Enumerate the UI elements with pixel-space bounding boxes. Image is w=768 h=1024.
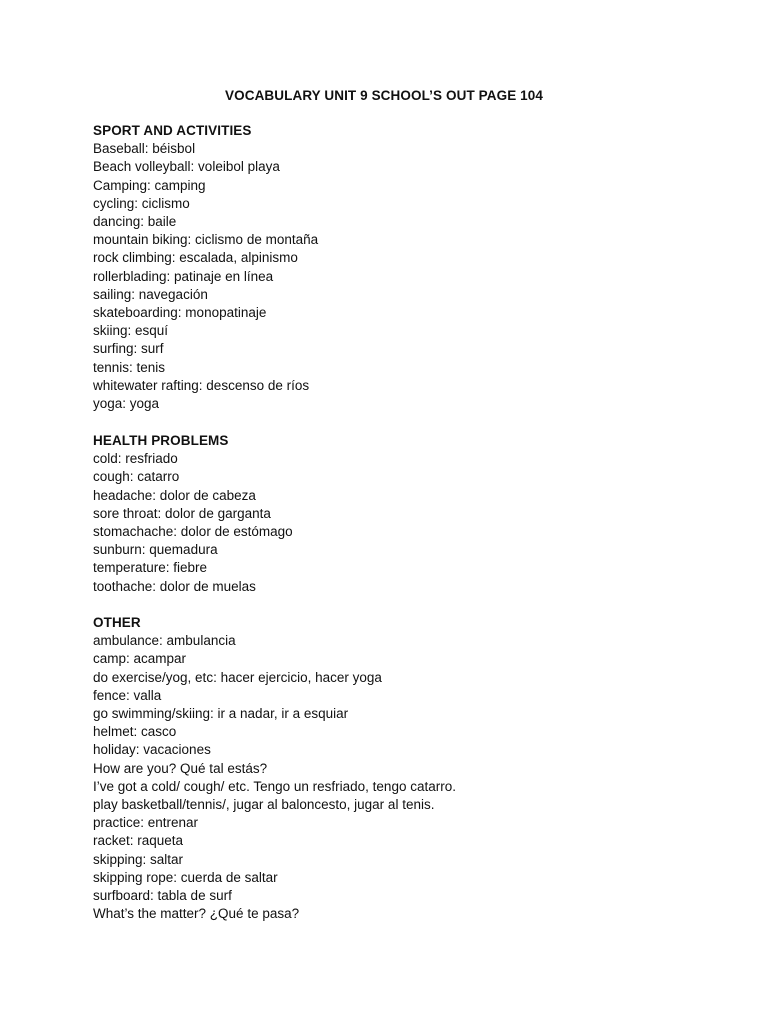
vocabulary-entry: sailing: navegación [93,286,208,302]
vocabulary-entry: skipping rope: cuerda de saltar [93,869,278,885]
vocabulary-entry: rollerblading: patinaje en línea [93,268,274,284]
vocabulary-entry: sunburn: quemadura [93,542,218,558]
vocabulary-list [93,450,693,596]
section-sport-and-activities [93,122,693,413]
vocabulary-entry: dancing: baile [93,214,177,230]
vocabulary-entry: What’s the matter? ¿Qué te pasa? [93,906,300,922]
vocabulary-entry: sore throat: dolor de garganta [93,505,271,521]
section-heading: SPORT AND ACTIVITIES [93,123,252,138]
vocabulary-entry: go swimming/skiing: ir a nadar, ir a esquiar [93,706,349,722]
vocabulary-entry: Camping: camping [93,177,206,193]
vocabulary-entry: Beach volleyball: voleibol playa [93,159,280,175]
vocabulary-list [93,140,693,413]
vocabulary-entry: temperature: fiebre [93,560,208,576]
vocabulary-entry: play basketball/tennis/, jugar al baloncesto, jugar al tenis. [93,797,435,813]
vocabulary-list [93,632,693,923]
vocabulary-entry: skipping: saltar [93,851,184,867]
vocabulary-entry: practice: entrenar [93,815,199,831]
vocabulary-entry: rock climbing: escalada, alpinismo [93,250,298,266]
document-title: VOCABULARY UNIT 9 SCHOOL’S OUT PAGE 104 [225,88,543,103]
vocabulary-entry: tennis: tenis [93,359,166,375]
section-heading: OTHER [93,615,141,630]
vocabulary-entry: mountain biking: ciclismo de montaña [93,232,319,248]
vocabulary-entry: skateboarding: monopatinaje [93,305,267,321]
vocabulary-entry: Baseball: béisbol [93,141,196,157]
vocabulary-entry: surfing: surf [93,341,164,357]
section-other [93,614,693,923]
vocabulary-entry: How are you? Qué tal estás? [93,760,268,776]
vocabulary-entry: toothache: dolor de muelas [93,578,256,594]
vocabulary-entry: I’ve got a cold/ cough/ etc. Tengo un resfriado, tengo catarro. [93,778,456,794]
section-health-problems [93,432,693,596]
vocabulary-entry: cough: catarro [93,469,180,485]
vocabulary-entry: cold: resfriado [93,451,178,467]
vocabulary-entry: camp: acampar [93,651,187,667]
section-heading: HEALTH PROBLEMS [93,433,229,448]
vocabulary-entry: holiday: vacaciones [93,742,211,758]
vocabulary-entry: ambulance: ambulancia [93,633,236,649]
vocabulary-entry: helmet: casco [93,724,177,740]
vocabulary-entry: racket: raqueta [93,833,184,849]
vocabulary-entry: surfboard: tabla de surf [93,888,232,904]
vocabulary-entry: skiing: esquí [93,323,169,339]
vocabulary-entry: whitewater rafting: descenso de ríos [93,377,310,393]
vocabulary-entry: cycling: ciclismo [93,195,190,211]
vocabulary-entry: do exercise/yog, etc: hacer ejercicio, hacer yoga [93,669,382,685]
vocabulary-entry: yoga: yoga [93,396,160,412]
vocabulary-entry: headache: dolor de cabeza [93,487,256,503]
vocabulary-entry: stomachache: dolor de estómago [93,524,293,540]
vocabulary-entry: fence: valla [93,687,162,703]
